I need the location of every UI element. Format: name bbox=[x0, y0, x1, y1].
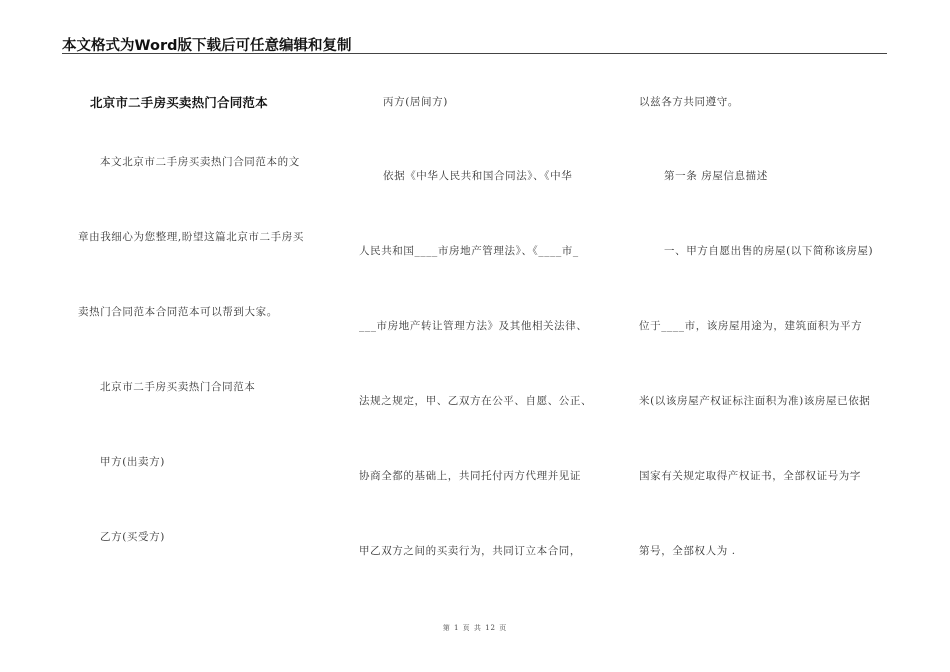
header-title: 本文格式为Word版下载后可任意编辑和复制 bbox=[62, 38, 352, 54]
paragraph-line: 协商全都的基础上，共同托付丙方代理并见证 bbox=[359, 470, 581, 482]
document-title: 北京市二手房买卖热门合同范本 bbox=[90, 95, 268, 110]
subheading-line: 北京市二手房买卖热门合同范本 bbox=[100, 381, 256, 393]
paragraph-line: 本文北京市二手房买卖热门合同范本的文 bbox=[100, 156, 300, 168]
party-c-line: 丙方(居间方) bbox=[383, 96, 448, 108]
column-2 bbox=[340, 0, 630, 672]
paragraph-line: 以兹各方共同遵守。 bbox=[639, 96, 739, 108]
paragraph-line: 一、甲方自愿出售的房屋(以下简称该房屋) bbox=[664, 245, 874, 257]
paragraph-line: 位于____市，该房屋用途为，建筑面积为平方 bbox=[639, 320, 863, 332]
paragraph-line: 人民共和国____市房地产管理法》、《____市_ bbox=[359, 245, 579, 257]
paragraph-line: 米(以该房屋产权证标注面积为准)该房屋已依据 bbox=[639, 395, 871, 407]
page-number: 第 1 页 共 12 页 bbox=[442, 624, 508, 632]
section-heading: 第一条 房屋信息描述 bbox=[664, 170, 768, 182]
paragraph-line: 章由我细心为您整理,盼望这篇北京市二手房买 bbox=[78, 231, 304, 243]
paragraph-line: 依据《中华人民共和国合同法》、《中华 bbox=[383, 170, 573, 182]
paragraph-line: 第号，全部权人为 . bbox=[639, 545, 736, 557]
party-b-line: 乙方(买受方) bbox=[100, 531, 165, 543]
column-1 bbox=[0, 0, 340, 672]
paragraph-line: ___市房地产转让管理方法》及其他相关法律、 bbox=[359, 320, 588, 332]
paragraph-line: 法规之规定，甲、乙双方在公平、自愿、公正、 bbox=[359, 395, 593, 407]
party-a-line: 甲方(出卖方) bbox=[100, 456, 165, 468]
paragraph-line: 卖热门合同范本合同范本可以帮到大家。 bbox=[78, 306, 278, 318]
paragraph-line: 甲乙双方之间的买卖行为，共同订立本合同， bbox=[359, 545, 581, 557]
paragraph-line: 国家有关规定取得产权证书，全部权证号为字 bbox=[639, 470, 861, 482]
column-3 bbox=[630, 0, 930, 672]
